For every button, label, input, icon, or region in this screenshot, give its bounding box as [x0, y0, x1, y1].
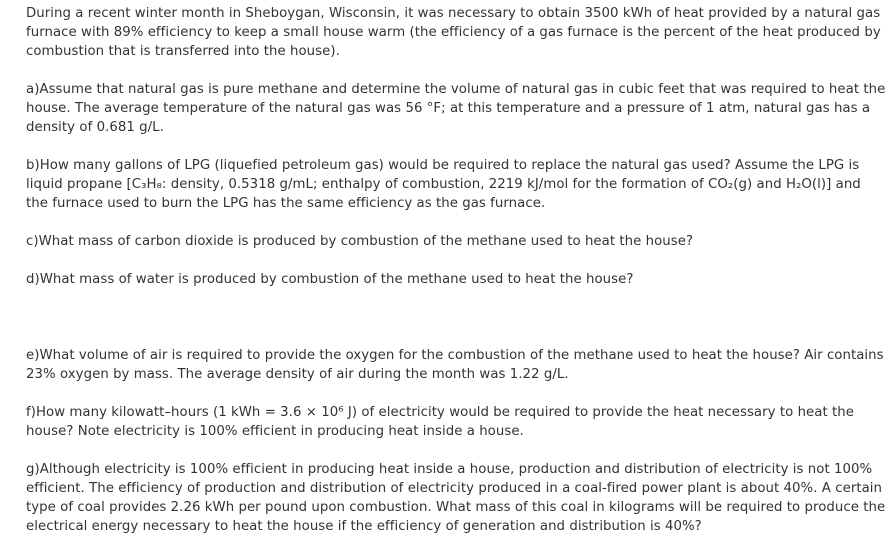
- question-g: g)Although electricity is 100% efficient in producing heat inside a house, production and distribution of electricity is not 100% efficient. The efficiency of production and distribution of electricity produced in a coal-fired power plant is about 40%. A certain type of coal provides 2.26 kWh per pound upon combustion. What mass of this coal in kilograms will be required to produce the electrical energy necessary to heat the house if the efficiency of generation and distribution is 40%?: [26, 462, 886, 534]
- question-c: c)What mass of carbon dioxide is produced by combustion of the methane used to heat the house?: [26, 234, 694, 249]
- question-b: b)How many gallons of LPG (liquefied petroleum gas) would be required to replace the natural gas used? Assume the LPG is liquid propane [C₃H₈: density, 0.5318 g/mL; enthalpy of combustion, 2219 kJ/mol for the formation of CO₂(g) and H₂O(l)] and the furnace used to burn the LPG has the same efficiency as the gas furnace.: [26, 158, 861, 211]
- question-f: f)How many kilowatt–hours (1 kWh = 3.6 × 10⁶ J) of electricity would be required to provide the heat necessary to heat the house? Note electricity is 100% efficient in producing heat inside a house.: [26, 405, 854, 439]
- question-d: d)What mass of water is produced by combustion of the methane used to heat the house?: [26, 272, 634, 287]
- question-e: e)What volume of air is required to provide the oxygen for the combustion of the methane used to heat the house? Air contains 23% oxygen by mass. The average density of air during the month was 1.22 g/L.: [26, 348, 884, 382]
- question-a: a)Assume that natural gas is pure methane and determine the volume of natural gas in cubic feet that was required to heat the house. The average temperature of the natural gas was 56 °F; at this temperature and a pressure of 1 atm, natural gas has a density of 0.681 g/L.: [26, 82, 886, 135]
- problem-intro: During a recent winter month in Sheboygan, Wisconsin, it was necessary to obtain 3500 kWh of heat provided by a natural gas furnace with 89% efficiency to keep a small house warm (the efficiency of a gas furnace is the percent of the heat produced by combustion that is transferred into the house).: [26, 6, 881, 59]
